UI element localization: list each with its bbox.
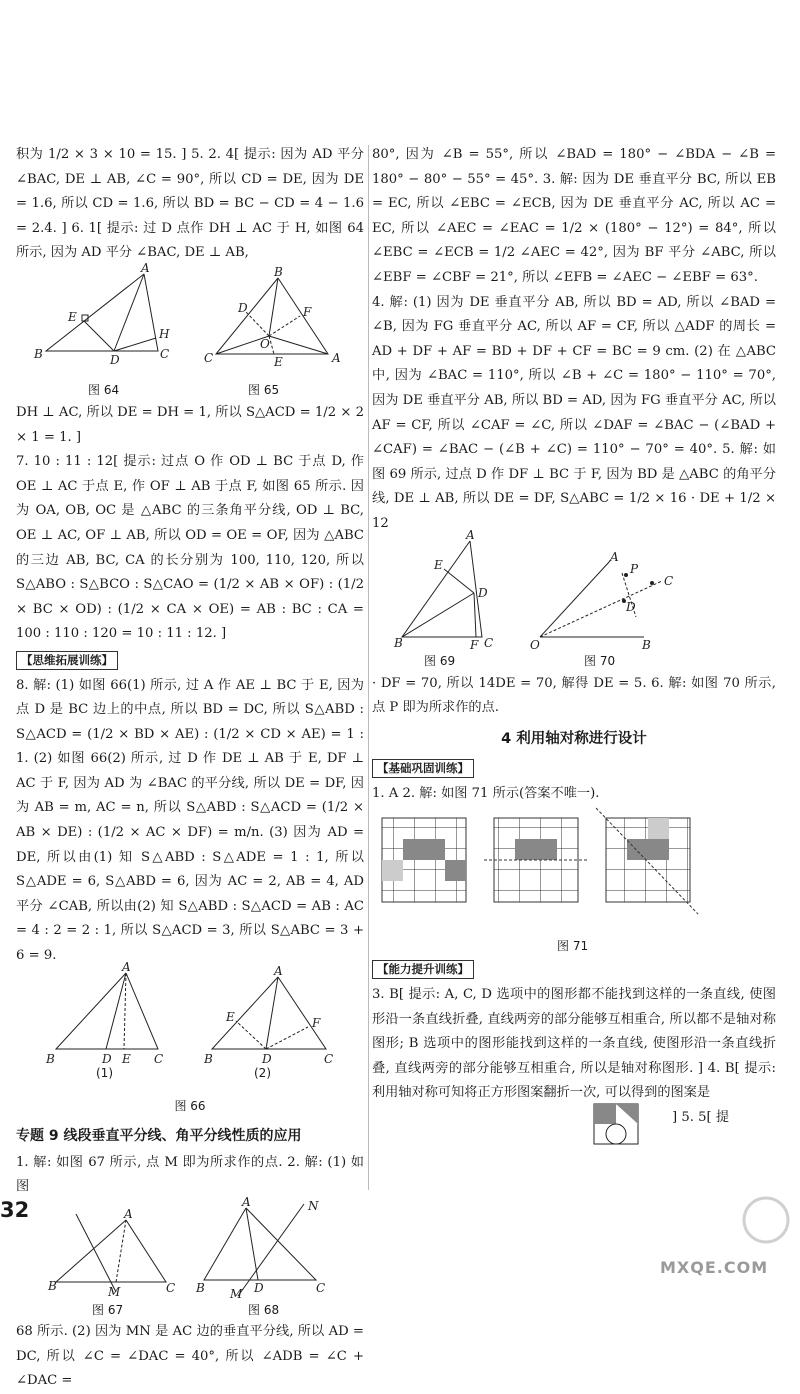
svg-text:C: C <box>484 635 494 650</box>
page-number: 32 <box>0 1198 30 1222</box>
figure-65-caption: 图 65 <box>248 382 280 397</box>
figure-71-caption: 图 71 <box>557 939 589 954</box>
figure-67-68-drawing <box>16 1195 364 1301</box>
left-paragraph-6: 68 所示. (2) 因为 MN 是 AC 边的垂直平分线, 所以 AD = DC, 所以 ∠C = ∠DAC = 40°, 所以 ∠ADB = ∠C + ∠DAC = <box>16 1324 364 1389</box>
column-divider <box>368 145 369 1190</box>
svg-text:B: B <box>34 346 43 361</box>
svg-text:B: B <box>394 635 403 650</box>
svg-text:C: C <box>154 1051 164 1066</box>
grid-1 <box>382 818 466 902</box>
svg-text:B: B <box>274 264 283 279</box>
left-paragraph-2: DH ⊥ AC, 所以 DE = DH = 1, 所以 S△ACD = 1/2 × 2 × 1 = 1. ] <box>16 404 364 445</box>
svg-text:B: B <box>196 1281 205 1295</box>
svg-text:A: A <box>124 1207 133 1221</box>
svg-text:C: C <box>160 346 170 361</box>
figure-70-caption: 图 70 <box>584 653 616 668</box>
svg-text:M: M <box>108 1285 121 1299</box>
right-column <box>372 143 776 1146</box>
svg-text:E: E <box>434 557 443 572</box>
svg-text:A: A <box>242 1195 251 1209</box>
svg-text:D: D <box>626 599 636 614</box>
figures-67-68 <box>16 1195 364 1320</box>
figure-64 <box>46 274 158 351</box>
svg-text:A: A <box>332 350 341 365</box>
svg-text:D: D <box>238 300 248 315</box>
grid-3 <box>596 808 698 914</box>
left-paragraph-1: 积为 1/2 × 3 × 10 = 15. ] 5. 2. 4[ 提示: 因为 AD 平分 ∠BAC, DE ⊥ AB, ∠C = 90°, 所以 CD = DE, 因为 DE = 1.6, 所以 CD = 1.6, 所以 BD = BC − CD = 4 − 1.6 = 2.4. ] 6. 1[ 提示: 过 D 点作 DH ⊥ AC 于 H, 如图 64 所示, 因为 AD 平分 ∠BAC, DE ⊥ AB, <box>16 147 364 261</box>
right-paragraph-1: 80°, 因为 ∠B = 55°, 所以 ∠BAD = 180° − ∠BDA − ∠B = 180° − 80° − 55° = 45°. 3. 解: 因为 DE 垂直平分 BC, 所以 EB = EC, 所以 ∠EBC = ∠ECB, 因为 DE 垂直平分 AC, 所以 AC = EC, 所以 ∠AEC = ∠EAC = 1/2 × (180° − 12°) = 84°, 所以 ∠EBC = ∠ECB = 1/2 ∠AEC = 42°, 因为 BF 平分 ∠ABC, 所以 ∠EBF = ∠CBF = 21°, 所以 ∠EFB = ∠AEC − ∠EBF = 63°. <box>372 147 776 285</box>
figure-71 <box>372 806 776 956</box>
svg-text:H: H <box>159 326 170 341</box>
left-paragraph-5: 1. 解: 如图 67 所示, 点 M 即为所求作的点. 2. 解: (1) 如图 <box>16 1154 364 1195</box>
svg-text:F: F <box>312 1015 321 1030</box>
svg-text:A: A <box>141 260 150 275</box>
svg-text:O: O <box>260 336 270 351</box>
figures-69-70 <box>372 527 776 672</box>
figure-66-sub2: (2) <box>254 1065 271 1080</box>
right-paragraph-3: · DF = 70, 所以 14DE = 70, 解得 DE = 5. 6. 解: 如图 70 所示, 点 P 即为所求作的点. <box>372 675 776 716</box>
figure-66-drawing <box>16 959 364 1079</box>
svg-text:A: A <box>274 963 283 978</box>
section-box-advanced: 【能力提升训练】 <box>372 960 474 979</box>
figure-68-caption: 图 68 <box>248 1303 280 1317</box>
svg-text:A: A <box>466 527 475 542</box>
topic-9-heading: 专题 9 线段垂直平分线、角平分线性质的应用 <box>16 1128 302 1145</box>
svg-text:D: D <box>110 352 120 367</box>
svg-text:P: P <box>630 561 639 576</box>
figure-69-caption: 图 69 <box>424 653 456 668</box>
svg-text:C: C <box>166 1281 176 1295</box>
svg-text:A: A <box>610 549 619 564</box>
svg-text:D: D <box>478 585 488 600</box>
svg-text:C: C <box>324 1051 334 1066</box>
svg-text:E: E <box>68 309 77 324</box>
svg-text:C: C <box>204 350 214 365</box>
figure-71-drawing <box>372 806 776 931</box>
grid-2 <box>484 818 588 902</box>
svg-text:E: E <box>226 1009 235 1024</box>
figure-69-70-drawing <box>372 527 776 652</box>
svg-text:F: F <box>303 304 312 319</box>
svg-text:C: C <box>664 573 674 588</box>
watermark-text: MXQE.COM <box>660 1258 769 1277</box>
left-paragraph-3: 7. 10 : 11 : 12[ 提示: 过点 O 作 OD ⊥ BC 于点 D, 作 OE ⊥ AC 于点 E, 作 OF ⊥ AB 于点 F, 如图 65 所示. 因为 OA, OB, OC 是 △ABC 的三条角平分线, OD ⊥ BC, OE ⊥ AC, OF ⊥ AB, 所以 OD = OE = OF, 因为 △ABC 的三边 AB, BC, CA 的长分别为 100, 110, 120, 所以 S△ABO : S△BCO : S△CAO = (1/2 × AB × OF) : (1/2 × BC × OD) : (1/2 × CA × OE) = AB : BC : CA = 100 : 110 : 120 = 10 : 11 : 12. ] <box>16 454 364 642</box>
section-4-heading: 4 利用轴对称进行设计 <box>501 730 647 747</box>
section-box-thinking: 【思维拓展训练】 <box>16 651 118 670</box>
figure-64-65-drawing <box>16 260 364 401</box>
figure-66-sub1: (1) <box>96 1065 113 1080</box>
square-pattern-figure <box>590 1102 650 1146</box>
svg-text:D: D <box>102 1051 112 1066</box>
figures-64-65 <box>16 260 364 401</box>
svg-text:E: E <box>122 1051 131 1066</box>
right-paragraph-6: ] 5. 5[ 提 <box>672 1110 730 1126</box>
section-box-basic: 【基础巩固训练】 <box>372 759 474 778</box>
right-paragraph-5: 3. B[ 提示: A, C, D 选项中的图形都不能找到这样的一条直线, 使图形沿一条直线折叠, 直线两旁的部分能够互相重合, 所以都不是轴对称图形; B 选项中的图形能找到这样的一条直线, 使图形沿一条直线折叠, 直线两旁的部分能够互相重合, 所以是轴对称图形. ] 4. B[ 提示: 利用轴对称可知将正方形图案翻折一次, 可以得到的图案是 <box>372 987 776 1101</box>
svg-text:B: B <box>642 637 651 652</box>
svg-text:N: N <box>308 1199 319 1213</box>
svg-text:A: A <box>122 959 131 974</box>
figure-66 <box>16 959 364 1094</box>
answer-figure-row <box>372 1106 776 1146</box>
svg-text:D: D <box>262 1051 272 1066</box>
svg-text:B: B <box>48 1279 57 1293</box>
svg-text:O: O <box>530 637 540 652</box>
svg-text:B: B <box>204 1051 213 1066</box>
svg-text:F: F <box>470 637 479 652</box>
svg-text:E: E <box>274 354 283 369</box>
figure-67-caption: 图 67 <box>92 1303 124 1317</box>
svg-text:M: M <box>230 1287 243 1301</box>
left-column <box>16 143 364 1394</box>
left-paragraph-4: 8. 解: (1) 如图 66(1) 所示, 过 A 作 AE ⊥ BC 于 E, 因为点 D 是 BC 边上的中点, 所以 BD = DC, 所以 S△ABD : S△ACD = (1/2 × BD × AE) : (1/2 × CD × AE) = 1 : 1. (2) 如图 66(2) 所示, 过 D 作 DE ⊥ AB 于 E, DF ⊥ AC 于 F, 因为 AD 为 ∠BAC 的平分线, 所以 DE = DF, 因为 AB = m, AC = n, 所以 S△ABD : S△ACD = (1/2 × AB × DE) : (1/2 × AC × DF) = m/n. (3) 因为 AD = DE, 所以由(1) 知 S△ABD : S△ADE = 1 : 1, 所以 S△ADE = 6, S△ABD = 6, 因为 AC = 2, AB = 4, AD 平分 ∠CAB, 所以由(2) 知 S△ABD : S△ACD = AB : AC = 4 : 2 = 2 : 1, 所以 S△ACD = 3, 所以 S△ABC = 3 + 6 = 9. <box>16 677 364 964</box>
figure-66-caption: 图 66 <box>174 1098 206 1113</box>
right-paragraph-4: 1. A 2. 解: 如图 71 所示(答案不唯一). <box>372 785 600 801</box>
svg-text:D: D <box>254 1281 264 1295</box>
figure-64-caption: 图 64 <box>88 382 120 397</box>
right-paragraph-2: 4. 解: (1) 因为 DE 垂直平分 AB, 所以 BD = AD, 所以 ∠BAD = ∠B, 因为 FG 垂直平分 AC, 所以 AF = CF, 所以 △ADF 的周长 = AD + DF + AF = BD + DF + CF = BC = 9 cm. (2) 在 △ABC 中, 因为 ∠BAC = 110°, 所以 ∠B + ∠C = 180° − 110° = 70°, 因为 DE 垂直平分 AB, 所以 BD = AD, 因为 FG 垂直平分 AC, 所以 AF = CF, 所以 ∠CAF = ∠C, 所以 ∠DAF = ∠BAC − (∠BAD + ∠CAF) = ∠BAC − (∠B + ∠C) = 110° − 70° = 40°. 5. 解: 如图 69 所示, 过点 D 作 DF ⊥ BC 于 F, 因为 BD 是 △ABC 的角平分线, DE ⊥ AB, 所以 DE = DF, S△ABC = 1/2 × 16 · DE + 1/2 × 12 <box>372 294 776 531</box>
svg-text:B: B <box>46 1051 55 1066</box>
svg-text:C: C <box>316 1281 326 1295</box>
